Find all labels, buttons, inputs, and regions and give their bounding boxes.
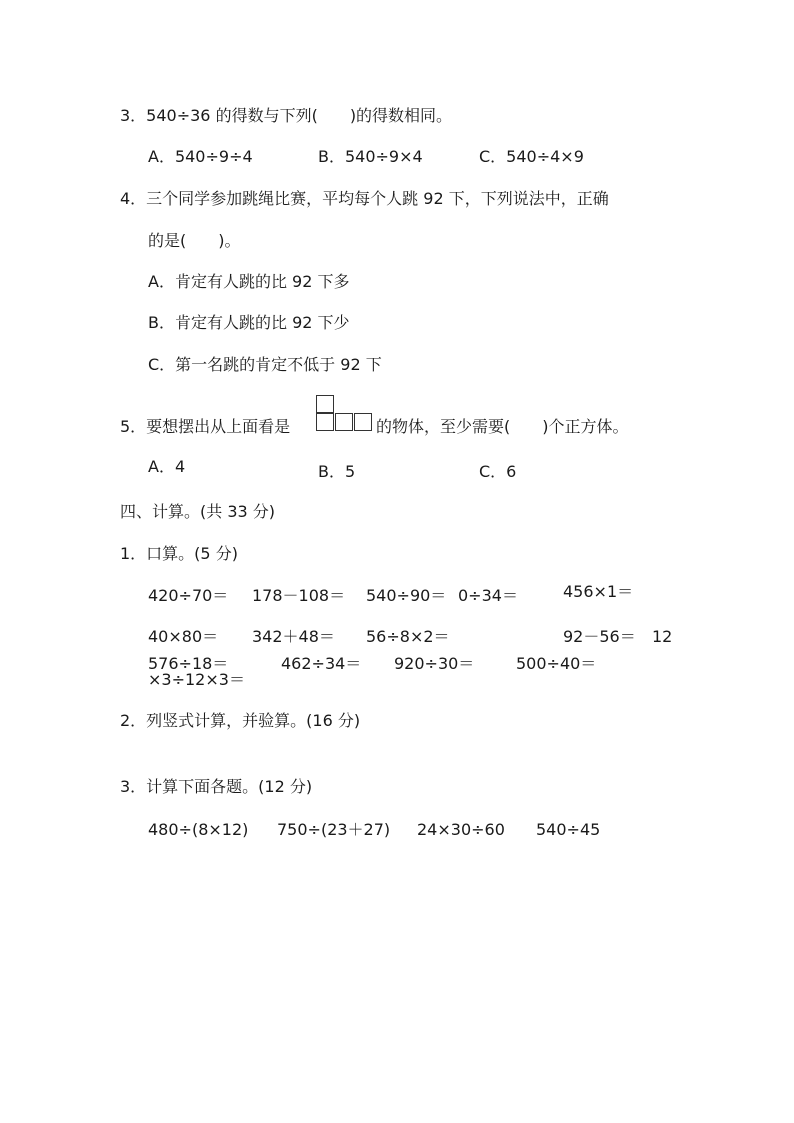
calc-item: 24×30÷60 (417, 820, 505, 839)
part2-title: 2．列竖式计算，并验算。(16 分) (120, 711, 361, 730)
mental-math-item: 920÷30＝ (394, 654, 475, 673)
q5-option-b: B．5 (318, 462, 356, 481)
q5-stem-after: 的物体，至少需要( )个正方体。 (376, 417, 629, 436)
cube-square-bottom-2 (335, 413, 353, 431)
mental-math-item: 500÷40＝ (516, 654, 597, 673)
cube-square-bottom-3 (354, 413, 372, 431)
mental-math-item: 40×80＝ (148, 627, 219, 646)
mental-math-item: 456×1＝ (563, 582, 634, 601)
q4-stem-line2: 的是( )。 (148, 231, 241, 250)
mental-math-item: 420÷70＝ (148, 586, 229, 605)
q3-option-c: C．540÷4×9 (479, 147, 584, 166)
cube-square-bottom-1 (316, 413, 334, 431)
q4-option-c: C．第一名跳的肯定不低于 92 下 (148, 355, 382, 374)
q4-option-b: B．肯定有人跳的比 92 下少 (148, 313, 350, 332)
mental-math-item: 540÷90＝ (366, 586, 447, 605)
calc-item: 540÷45 (536, 820, 601, 839)
mental-math-item: 462÷34＝ (281, 654, 362, 673)
mental-math-item: 0÷34＝ (458, 586, 518, 605)
mental-math-item: 576÷18＝ (148, 654, 229, 673)
mental-math-item: 342＋48＝ (252, 627, 335, 646)
q3-option-b: B．540÷9×4 (318, 147, 423, 166)
q3-stem: 3．540÷36 的得数与下列( )的得数相同。 (120, 106, 453, 125)
mental-math-item-wrap: ×3÷12×3＝ (148, 670, 245, 689)
part1-title: 1．口算。(5 分) (120, 544, 238, 563)
mental-math-item: 92－56＝ (563, 627, 636, 646)
calc-item: 480÷(8×12) (148, 820, 249, 839)
q4-stem-line1: 4．三个同学参加跳绳比赛，平均每个人跳 92 下，下列说法中，正确 (120, 189, 609, 208)
mental-math-item: 56÷8×2＝ (366, 627, 450, 646)
q3-option-a: A．540÷9÷4 (148, 147, 253, 166)
q5-option-c: C．6 (479, 462, 517, 481)
cube-square-top (316, 395, 334, 413)
q5-stem-before: 5．要想摆出从上面看是 (120, 417, 291, 436)
mental-math-item: 12 (652, 627, 673, 646)
calc-item: 750÷(23＋27) (277, 820, 391, 839)
mental-math-item: 178－108＝ (252, 586, 346, 605)
q5-option-a: A．4 (148, 457, 186, 476)
part3-title: 3．计算下面各题。(12 分) (120, 777, 313, 796)
section4-title: 四、计算。(共 33 分) (120, 502, 276, 521)
top-view-cube-figure (316, 395, 376, 433)
q4-option-a: A．肯定有人跳的比 92 下多 (148, 272, 350, 291)
